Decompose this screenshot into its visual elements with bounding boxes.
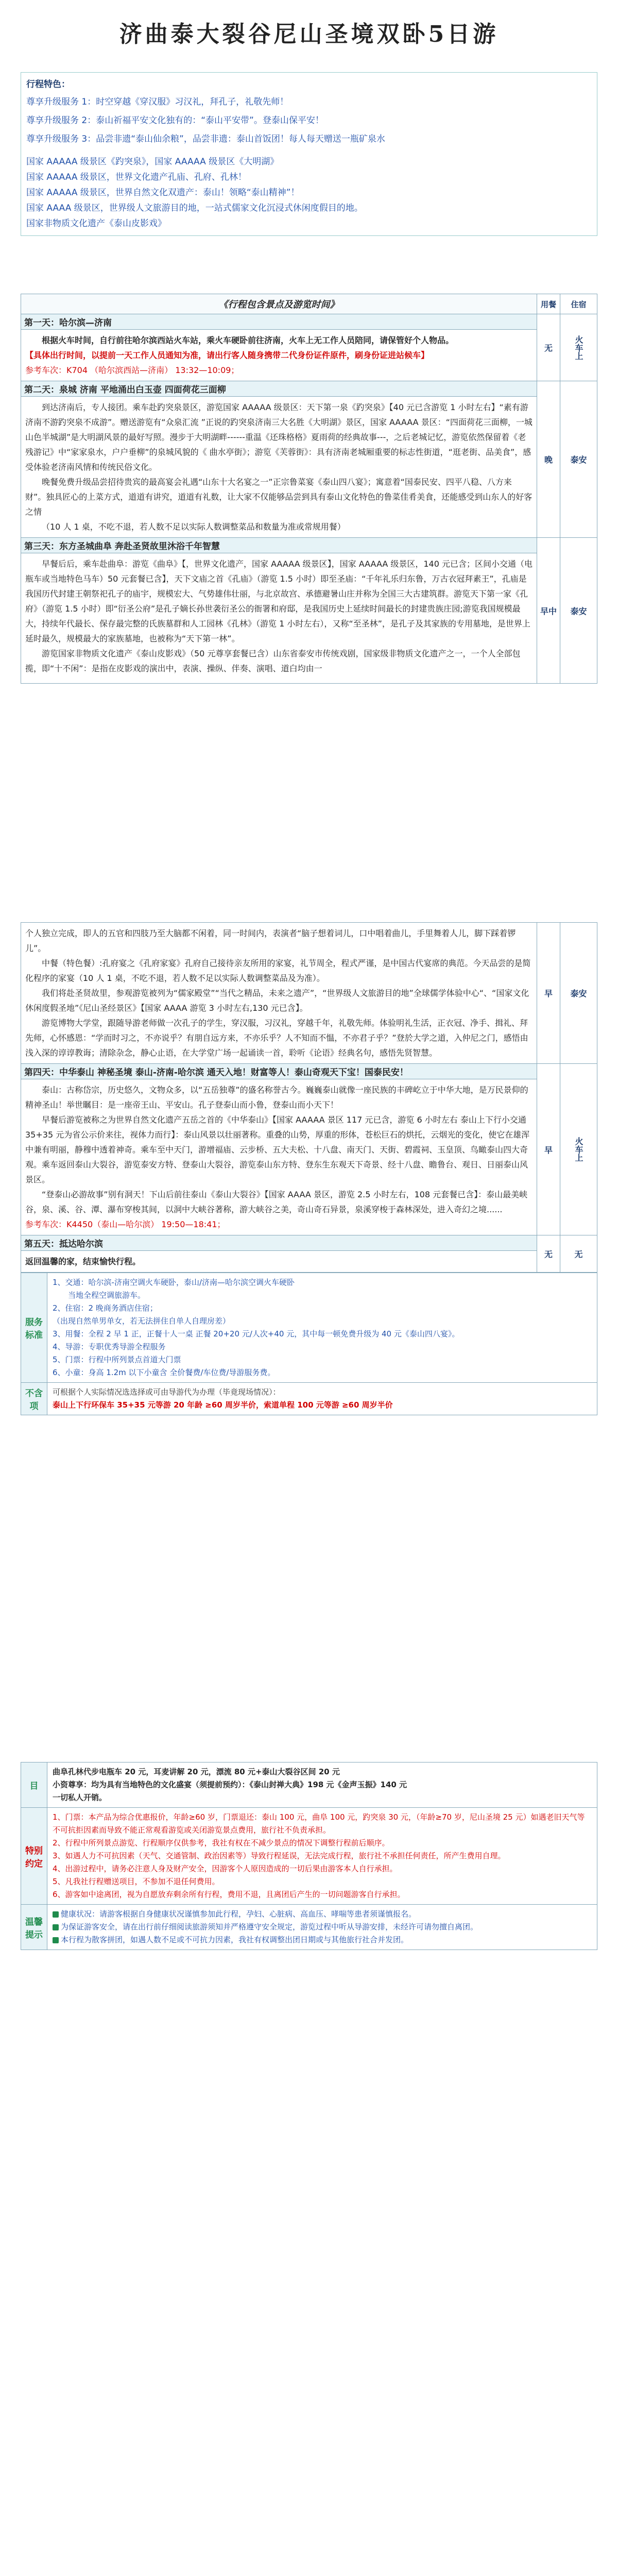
day-3-cont-stay: 泰安 (560, 923, 597, 1064)
warm-body (47, 1905, 597, 1950)
shop-item-2: 小资尊享：均为具有当地特色的文化盛宴（须提前预约）：《泰山封禅大典》198 元《金声玉振》140 元 (53, 1780, 407, 1789)
bullet-icon (53, 1911, 59, 1918)
day-1-meal: 无 (537, 314, 560, 381)
day-4-label: 第四天：中华泰山 神秘圣境 泰山-济南-哈尔滨 通天入地！财富等人！泰山奇观天下宝！国泰民安！ (21, 1064, 537, 1079)
warm-item-1: 健康状况：请游客根据自身健康状况谨慎参加此行程，孕妇、心脏病、高血压、哮喘等患者须谨慎报名。 (53, 1908, 592, 1921)
service-item-5: 3、用餐：全程 2 早 1 正，正餐十人一桌 正餐 20+20 元/人次+40 元，其中每一顿免费升级为 40 元《泰山四八宴》。 (53, 1329, 460, 1338)
day-2-stay: 泰安 (560, 381, 597, 538)
special-body (47, 1808, 597, 1905)
service-body (47, 1273, 597, 1383)
service-item-6: 4、导游：专职优秀导游全程服务 (53, 1342, 166, 1351)
service-label: 服务标准 (21, 1273, 47, 1383)
bullet-icon (53, 1924, 59, 1930)
upgrade-3: 尊享升级服务 3：品尝非遗“泰山仙余粮”，品尝非遗：泰山首饭团！每人每天赠送一瓶矿泉水 (26, 134, 385, 144)
upgrade-1: 尊享升级服务 1：时空穿越《穿汉服》习汉礼，拜孔子，礼敬先师！ (26, 97, 289, 107)
day-4-text-1: 泰山：古称岱宗，历史悠久，文物众多，以“五岳独尊”的盛名称誉古今。巍巍泰山就像一座民族的丰碑屹立于中华大地，是万民景仰的精神圣山！举世瞩目：是一座帝王山、平安山。孔子登泰山而小鲁，登泰山而小天下！ (25, 1085, 528, 1110)
page-title: 济曲泰大裂谷尼山圣境双卧5日游 (119, 21, 499, 47)
attraction-4: 国家 AAAA 级景区，世界级人文旅游目的地，一站式儒家文化沉浸式休闲度假目的地。 (26, 203, 363, 213)
features-box (21, 72, 597, 236)
special-item-6: 6、游客如中途离团，视为自愿放弃剩余所有行程，费用不退，且离团后产生的一切问题游客自行承担。 (53, 1890, 405, 1899)
day-2-label: 第二天：泉城 济南 平地涌出白玉壶 四面荷花三面柳 (21, 381, 537, 397)
special-item-4: 4、出游过程中，请务必注意人身及财产安全，因游客个人原因造成的一切后果由游客本人自行承担。 (53, 1864, 398, 1873)
shop-label: 目 (21, 1762, 47, 1808)
service-item-2: 当地全程空调旅游车。 (68, 1291, 146, 1300)
day-3-cont-meal: 早 (537, 923, 560, 1064)
special-label: 特别约定 (21, 1808, 47, 1905)
notincluded-label: 不含项 (21, 1383, 47, 1415)
warm-item-2: 为保证游客安全，请在出行前仔细阅读旅游须知并严格遵守安全规定，游览过程中听从导游安排，未经许可请勿擅自离团。 (53, 1921, 592, 1934)
day-2-text-3: （10 人 1 桌，不吃不退，若人数不足以实际人数调整菜品和数量为准或常规用餐） (42, 522, 346, 532)
day-2-body (21, 397, 537, 538)
itinerary-table-2 (21, 922, 597, 1415)
day-2-text-1: 到达济南后，专人接团。乘车赴趵突泉景区，游览国家 AAAAA 级景区：天下第一泉《趵突泉》【40 元已含游览 1 小时左右】“素有游济南不游趵突泉不成游”。赠送游览有“众泉汇流 ”正说的趵突泉济南三大名胜《大明湖》景区，国家 AAAAA 景区：“四面荷花三面柳，一城山色半城湖”是大明湖风景的最好写照。漫步于大明湖畔------重温《还珠格格》夏雨荷的经典故事---，之后老城记忆，游览依然保留着《老残游记》中“家家泉水，户户垂柳”的泉城风貌的《 曲水亭街》；游览《芙蓉街》：具有济南老城厢重要的标志性街道，“逛老街、品美食”，感受体验老济南风情和传统民俗文化。 (25, 402, 533, 472)
service-item-1: 1、交通：哈尔滨-济南空调火车硬卧，泰山/济南—哈尔滨空调火车硬卧 (53, 1278, 295, 1287)
service-item-8: 6、小童：身高 1.2m 以下小童含 全价餐费/车位费/导游服务费。 (53, 1368, 276, 1377)
day-2-text-2: 晚餐免费升级品尝招待贵宾的最高宴会礼遇“山东十大名宴之一”正宗鲁菜宴《泰山四八宴》；寓意着“国泰民安、四平八稳、八方来财”。独具匠心的上菜方式，道道有讲究，道道有礼数，让大家不仅能够品尝到具有泰山文化特色的鲁菜佳肴美食，还能感受到山东人的好客之情 (25, 477, 533, 517)
upgrade-2: 尊享升级服务 2：泰山祈福平安文化独有的：“泰山平安带”。登泰山保平安！ (26, 115, 324, 126)
day-5-stay: 无 (560, 1235, 597, 1273)
day-1-text-3: 参考车次：K704 （哈尔滨西站—济南） 13:32—10:09； (25, 365, 239, 375)
day-1-body (21, 330, 537, 381)
day-3-cont-text-4: 游览博物大学堂，跟随导游老师做一次孔子的学生，穿汉服，习汉礼，穿越千年，礼敬先师。体验明礼生活，正衣冠、净手、揖礼、拜先师，心怀感恩：“学而时习之，不亦说乎？有朋自远方来，不亦乐乎？人不知而不愠，不亦君子乎？”登於大学之道，入仲尼之门，感悟由浅入深的谆谆教诲；清除杂念，静心止语，在大学堂广场一起诵读一首，聆听《论语》经典名句，感悟先贤智慧。 (25, 1018, 528, 1058)
warm-item-3: 本行程为散客拼团，如遇人数不足或不可抗力因素，我社有权调整出团日期或与其他旅行社合并发团。 (53, 1934, 592, 1946)
warm-label: 温馨提示 (21, 1905, 47, 1950)
stay-header: 住宿 (560, 294, 597, 314)
day-3-cont-text-1: 个人独立完成，即人的五官和四肢乃至大脑都不闲着，同一时间内，表演者“脑子想着词儿，口中唱着曲儿，手里舞着人儿，脚下踩着锣儿”。 (25, 928, 516, 953)
features-label: 行程特色： (26, 79, 70, 90)
special-item-2: 2、行程中所列景点游览、行程顺序仅供参考，我社有权在不减少景点的情况下调整行程前后顺序。 (53, 1838, 390, 1848)
day-4-meal: 早 (537, 1064, 560, 1235)
attraction-1: 国家 AAAAA 级景区《趵突泉》，国家 AAAAA 级景区《大明湖》 (26, 157, 279, 167)
notincluded-body (47, 1383, 597, 1415)
day-4-text-3: “登泰山必游故事”别有洞天！下山后前往泰山《泰山大裂谷》【国家 AAAA 景区，游览 2.5 小时左右，108 元套餐已含】：泰山最美峡谷，泉、溪、谷、潭、瀑布穿梭其间，以洞中大峡谷著称，游大峡谷之美，奇山奇石异景，泉溪穿梭于森林深处，进入奇幻之境...... (25, 1190, 528, 1214)
meal-header: 用餐 (537, 294, 560, 314)
shop-item-3: 一切私人开销。 (53, 1793, 107, 1802)
day-3-stay: 泰安 (560, 538, 597, 684)
day-1-stay: 火车上 (560, 314, 597, 381)
day-5-body: 返回温馨的家，结束愉快行程。 (21, 1251, 537, 1273)
shop-item-1: 曲阜孔林代步电瓶车 20 元，耳麦讲解 20 元，漂流 80 元+泰山大裂谷区间 20 元 (53, 1767, 340, 1776)
service-item-3: 2、住宿：2 晚商务酒店住宿； (53, 1303, 158, 1313)
shop-body (47, 1762, 597, 1808)
attraction-2: 国家 AAAAA 级景区，世界文化遗产孔庙、孔府、孔林！ (26, 172, 247, 182)
day-1-text-2: 【具体出行时间，以提前一天工作人员通知为准，请出行客人随身携带二代身份证件原件，刷身份证进站候车】 (25, 350, 430, 360)
extra-table (21, 1762, 597, 1950)
day-3-meal: 早中 (537, 538, 560, 684)
day-3-text-2: 游览国家非物质文化遗产《泰山皮影戏》（50 元尊享套餐已含）山东省泰安市传统戏剧，国家级非物质文化遗产之一，一个人全部包揽，即“十不闲”：是指在皮影戏的演出中，表演、操纵、伴奏、演唱、道白均由一 (25, 649, 521, 673)
service-item-7: 5、门票：行程中所列景点首道大门票 (53, 1355, 181, 1364)
itinerary-table-1 (21, 294, 597, 684)
attraction-3: 国家 AAAAA 级景区，世界自然文化双遗产：泰山！领略“泰山精神”！ (26, 188, 300, 198)
bullet-icon (53, 1937, 59, 1943)
day-3-label: 第三天：东方圣城曲阜 奔赴圣贤故里沐浴千年智慧 (21, 538, 537, 553)
notincluded-item-1: 可根据个人实际情况选选择或可由导游代为办理（毕竟现场情况）： (53, 1387, 281, 1397)
day-4-text-2: 早餐后游览被称之为世界自然文化遗产五岳之首的《中华泰山》【国家 AAAAA 景区 117 元已含，游览 6 小时左右 泰山上下行小交通 35+35 元为省公示价来往，视体力而行】：泰山风景以壮丽著称。重叠的山势，厚重的形体，苍松巨石的烘托，云烟光的变化，使它在雄浑中兼有明丽，静穆中透着神奇。乘车至中天门，游增福庙、云步桥、五大夫松、十八盘、南天门、天街、碧霞祠、玉皇顶、鸟瞰泰山四大奇观。乘车返回泰山大裂谷，游览泰安方特、登泰山大裂谷，游览泰山东方特、登东生东观天下奇景、经十八盘、瞻鲁台、观日、日丽泰山风景区。 (25, 1115, 530, 1184)
itinerary-header: 《行程包含景点及游览时间》 (21, 294, 537, 314)
attraction-5: 国家非物质文化遗产《泰山皮影戏》 (26, 218, 166, 229)
service-item-4: （出现自然单男单女，若无法拼住自单人自理房差） (53, 1316, 231, 1326)
day-4-stay: 火车上 (560, 1064, 597, 1235)
notincluded-item-2: 泰山上下行环保车 35+35 元等游 20 年龄 ≥60 周岁半价，索道单程 100 元等游 ≥60 周岁半价 (53, 1400, 393, 1410)
day-4-text-4: 参考车次：K4450（泰山—哈尔滨） 19:50—18:41； (25, 1219, 226, 1229)
day-1-label: 第一天：哈尔滨—济南 (21, 314, 537, 330)
day-5-meal: 无 (537, 1235, 560, 1273)
special-item-5: 5、凡我社行程赠送项目，不参加不退任何费用。 (53, 1877, 220, 1886)
day-3-body (21, 553, 537, 684)
day-3-cont-body (21, 923, 537, 1064)
day-5-label: 第五天：抵达哈尔滨 (21, 1235, 537, 1251)
day-3-cont-text-3: 我们将赴圣贤故里，参观游览被列为“儒家殿堂”“当代之精品，未来之遗产”，“世界级人文旅游目的地”全球儒学体验中心“、“国家文化休闲度假圣地”《尼山圣经景区》【国家 AAAA 游览 3 小时左右,130 元已含】。 (25, 988, 529, 1013)
day-3-text-1: 早餐后后，乘车赴曲阜：游览《曲阜》【，世界文化遗产，国家 AAAAA 级景区】，国家 AAAAA 级景区，140 元已含；区间小交通（电瓶车或当地特色马车）50 元套餐已含】，天下文庙之首《孔庙》（游览 1.5 小时）即至圣庙：“千年礼乐归东鲁，万古衣冠拜素王”，孔庙是我国历代封建王朝祭祀孔子的庙宇，规模宏大、气势雄伟壮丽，与北京故宫、承德避暑山庄并称为全国三大古建筑群。游览天下第一家《孔府》（游览 1.5 小时）即“衍圣公府”是孔子嫡长孙世袭衍圣公的衙署和府邸，是我国历史上延续时间最长的封建贵族庄园;游览我国规模最大，持续年代最长、保存最完整的氏族墓群和人工园林《孔林》（游览 1 小时左右），又称“至圣林”，是孔子及其家族的专用墓地，是世界上延时最久，规模最大的家族墓地，也被称为“天下第一林”。 (25, 559, 533, 643)
day-2-meal: 晚 (537, 381, 560, 538)
day-4-body (21, 1079, 537, 1235)
special-item-1: 1、门票：本产品为综合优惠报价，年龄≥60 岁，门票退还：泰山 100 元，曲阜 100 元，趵突泉 30 元，（年龄≥70 岁，尼山圣境 25 元）如遇老旧天气等不可抗拒因素而导致不能正常观看游览或关闭游览景点费用，旅行社不负责承担。 (53, 1812, 585, 1835)
special-item-3: 3、如遇人力不可抗因素（天气、交通管制、政治因素等）导致行程延误，无法完成行程，旅行社不承担任何责任，所产生费用自理。 (53, 1851, 506, 1860)
day-1-text-1: 根据火车时间，自行前往哈尔滨西站火车站，乘火车硬卧前往济南，火车上无工作人员陪同，请保管好个人物品。 (42, 335, 454, 345)
day-3-cont-text-2: 中餐（特色餐）:孔府宴之《孔府家宴》孔府自己接待亲友所用的家宴，礼节周全，程式严谨，是中国古代宴席的典范。今天品尝的是简化程序的家宴（10 人 1 桌，不吃不退，若人数不足以实际人数调整菜品及为准）。 (25, 958, 531, 983)
